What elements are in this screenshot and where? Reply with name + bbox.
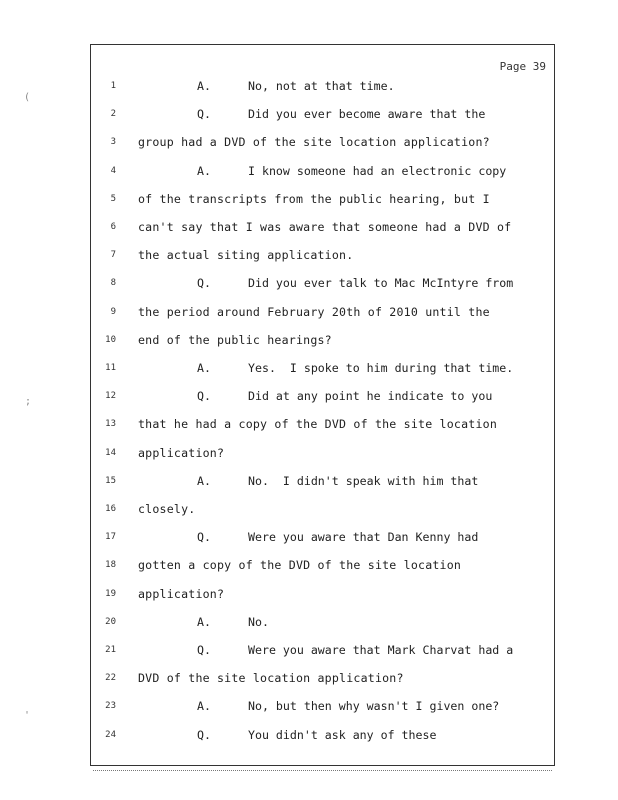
- line-number: 9: [110, 306, 116, 317]
- line-text: Were you aware that Mark Charvat had a: [248, 643, 514, 657]
- line-text: Yes. I spoke to him during that time.: [248, 361, 514, 375]
- transcript-line: [91, 728, 556, 748]
- line-number: 1: [110, 81, 116, 91]
- margin-mark-top: (: [24, 92, 31, 103]
- transcript-line: [91, 305, 556, 325]
- transcript-line: [91, 671, 556, 691]
- line-text: can't say that I was aware that someone had a DVD of: [138, 220, 512, 234]
- line-number: 10: [105, 334, 116, 345]
- transcript-line: [91, 530, 556, 550]
- line-text: application?: [138, 586, 225, 601]
- line-number: 19: [105, 588, 116, 599]
- line-text: the actual siting application.: [138, 248, 354, 263]
- speaker-label: Q.: [197, 276, 211, 291]
- speaker-label: Q.: [197, 727, 211, 742]
- line-number: 17: [105, 532, 116, 543]
- line-text: No, not at that time.: [248, 79, 395, 93]
- transcript-line: [91, 361, 556, 381]
- line-text: application?: [138, 445, 225, 460]
- transcript-line: [91, 446, 556, 466]
- transcript-line: [91, 587, 556, 607]
- transcript-line: [91, 417, 556, 437]
- transcript-line: [91, 135, 556, 155]
- line-text: the period around February 20th of 2010 until the: [138, 304, 490, 319]
- speaker-label: Q.: [197, 389, 211, 404]
- speaker-label: Q.: [197, 107, 211, 122]
- line-number: 12: [105, 391, 116, 402]
- line-number: 23: [105, 701, 116, 712]
- speaker-label: A.: [197, 163, 211, 178]
- line-number: 22: [105, 673, 116, 684]
- line-number: 5: [110, 193, 116, 204]
- line-text: No. I didn't speak with him that: [248, 473, 479, 488]
- speaker-label: A.: [197, 614, 211, 629]
- line-number: 4: [110, 165, 116, 176]
- line-text: closely.: [138, 502, 196, 516]
- transcript-line: [91, 333, 556, 353]
- line-number: 3: [110, 137, 116, 148]
- transcript-line: [91, 699, 556, 719]
- transcript-line: [91, 502, 556, 522]
- transcript-line: [91, 192, 556, 212]
- line-number: 2: [110, 109, 116, 120]
- line-text: Did you ever become aware that the: [248, 107, 486, 122]
- speaker-label: A.: [197, 699, 211, 714]
- speaker-label: Q.: [197, 643, 211, 657]
- line-text: of the transcripts from the public hearing, but I: [138, 191, 490, 206]
- line-number: 16: [105, 504, 116, 514]
- speaker-label: Q.: [197, 530, 211, 545]
- transcript-line: [91, 558, 556, 578]
- line-text: group had a DVD of the site location application?: [138, 135, 490, 150]
- transcript-line: [91, 474, 556, 494]
- line-text: DVD of the site location application?: [138, 671, 404, 686]
- line-text: You didn't ask any of these: [248, 727, 437, 742]
- line-number: 21: [105, 645, 116, 655]
- line-text: gotten a copy of the DVD of the site location: [138, 558, 462, 573]
- margin-mark-bottom: ': [24, 710, 31, 721]
- transcript-line: [91, 615, 556, 635]
- line-number: 13: [105, 419, 116, 430]
- line-text: Did at any point he indicate to you: [248, 389, 493, 404]
- line-text: that he had a copy of the DVD of the site location: [138, 417, 498, 432]
- speaker-label: A.: [197, 361, 211, 375]
- transcript-line: [91, 248, 556, 268]
- line-number: 15: [105, 475, 116, 486]
- transcript-page: [90, 44, 555, 766]
- margin-mark-middle: ;: [25, 396, 32, 407]
- transcript-line: [91, 164, 556, 184]
- line-number: 14: [105, 447, 116, 458]
- speaker-label: A.: [197, 79, 211, 93]
- line-number: 6: [110, 222, 116, 232]
- transcript-line: [91, 643, 556, 663]
- page-number: Page 39: [499, 60, 546, 73]
- line-number: 20: [105, 616, 116, 627]
- transcript-line: [91, 79, 556, 99]
- line-text: Were you aware that Dan Kenny had: [248, 530, 479, 545]
- transcript-line: [91, 220, 556, 240]
- transcript-line: [91, 389, 556, 409]
- line-text: I know someone had an electronic copy: [248, 163, 507, 178]
- line-text: Did you ever talk to Mac McIntyre from: [248, 276, 514, 291]
- line-text: No.: [248, 614, 269, 629]
- line-text: end of the public hearings?: [138, 332, 332, 347]
- speaker-label: A.: [197, 473, 211, 488]
- line-number: 18: [105, 560, 116, 571]
- line-number: 7: [110, 250, 116, 261]
- transcript-line: [91, 107, 556, 127]
- line-text: No, but then why wasn't I given one?: [248, 699, 500, 714]
- transcript-line: [91, 276, 556, 296]
- line-number: 24: [105, 729, 116, 740]
- line-number: 8: [110, 278, 116, 289]
- line-number: 11: [105, 363, 116, 373]
